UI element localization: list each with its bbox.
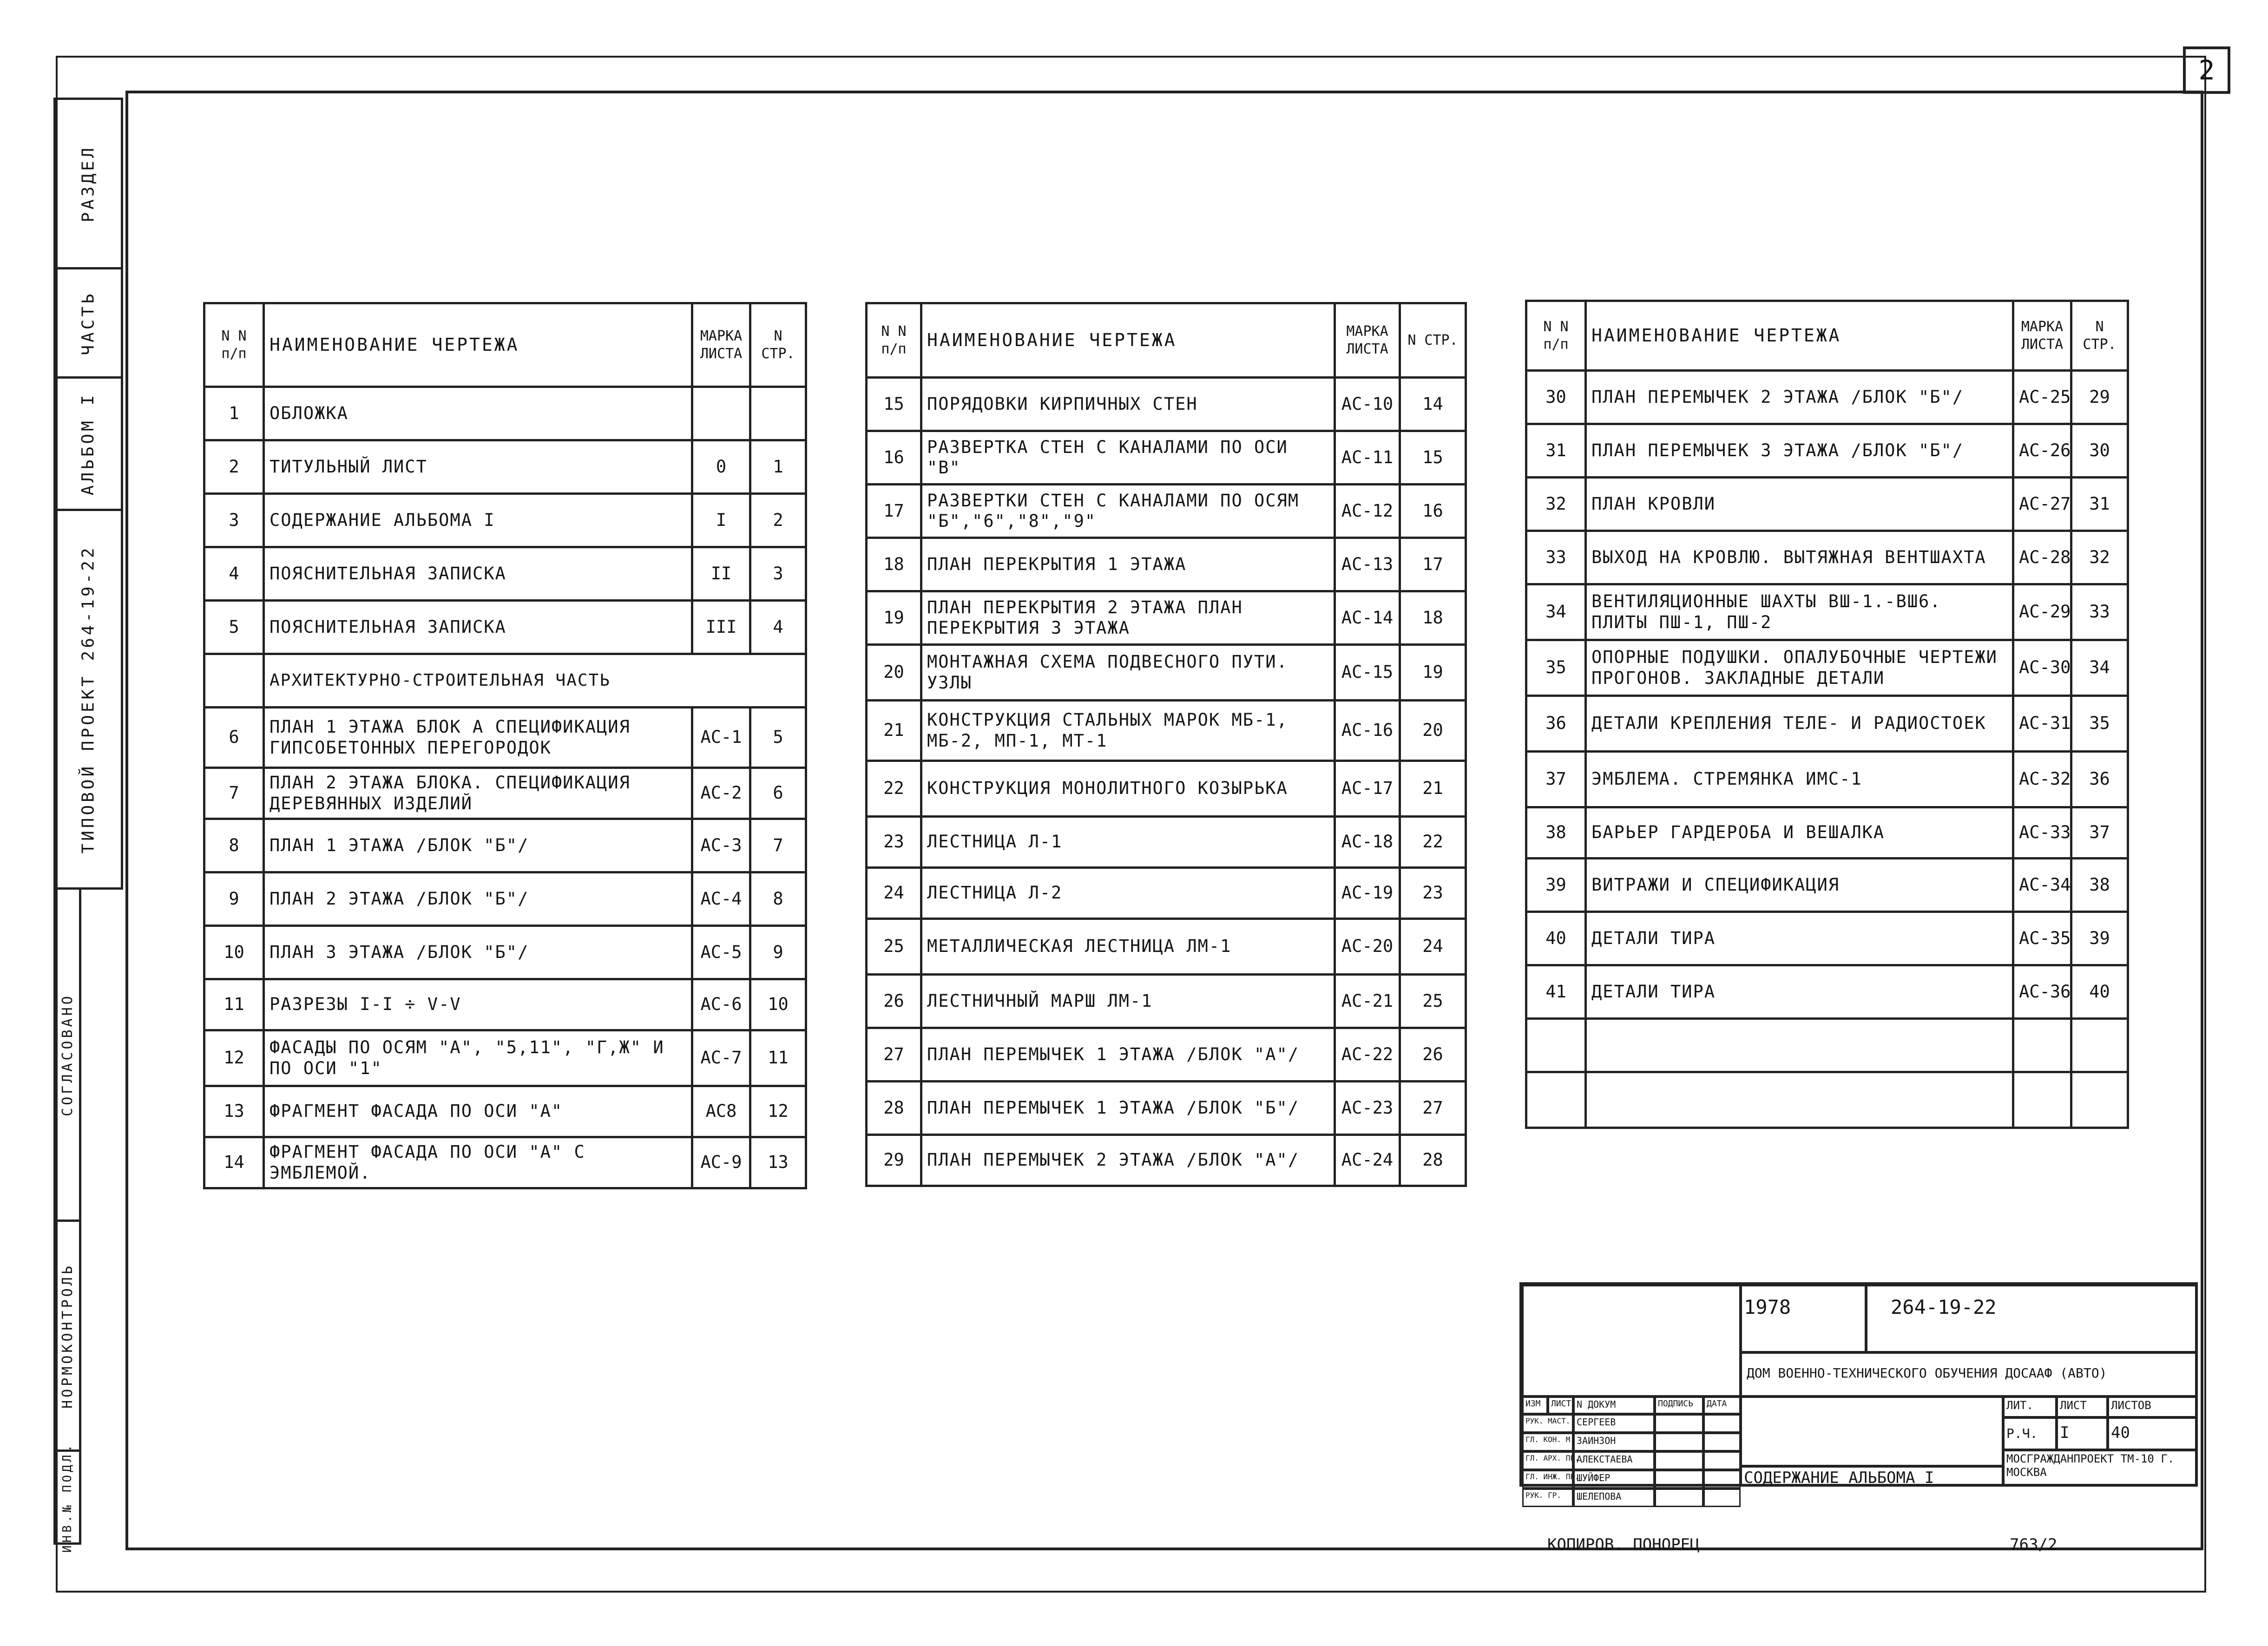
table-row [867, 919, 1466, 975]
row-number: 3 [204, 494, 264, 547]
tb-person: ШУЙФЕР [1573, 1470, 1655, 1489]
tb-col-header-doc: N ДОКУМ [1573, 1397, 1655, 1414]
page-number: 3 [750, 547, 806, 601]
table-row [1526, 424, 2128, 478]
page-number: 38 [2071, 859, 2128, 912]
page-number: 11 [750, 1030, 806, 1086]
page-number: 39 [2071, 912, 2128, 965]
col-num-header: N N п/п [867, 303, 921, 378]
sheet-mark: АС-17 [1335, 761, 1400, 817]
table-row [1526, 371, 2128, 424]
table-row [204, 654, 806, 708]
row-number: 1 [204, 387, 264, 440]
page-number: 15 [1400, 431, 1466, 485]
drawing-name: ЭМБЛЕМА. СТРЕМЯНКА ИМС-1 [1586, 752, 2013, 807]
drawing-name: РАЗВЕРТКА СТЕН С КАНАЛАМИ ПО ОСИ "В" [921, 431, 1335, 485]
drawing-name: ФАСАДЫ ПО ОСЯМ "А", "5,11", "Г,Ж" И ПО ОСИ "1" [264, 1030, 692, 1086]
side-label-razdel: РАЗДЕЛ [79, 144, 98, 223]
tb-col-header-date: ДАТА [1703, 1397, 1741, 1414]
col-num-header: N N п/п [204, 303, 264, 387]
sheet-mark: АС-14 [1335, 591, 1400, 645]
row-number: 26 [867, 975, 921, 1028]
col-name-header: НАИМЕНОВАНИЕ ЧЕРТЕЖА [1586, 301, 2013, 371]
row-number: 15 [867, 378, 921, 431]
sheet-mark: АС-20 [1335, 919, 1400, 975]
sheet-mark [2013, 1019, 2071, 1072]
table-row [1526, 1072, 2128, 1128]
sheet-mark: АС-32 [2013, 752, 2071, 807]
page-number: 31 [2071, 478, 2128, 531]
sheet-mark: АС-5 [692, 926, 750, 979]
table-row [204, 1137, 806, 1188]
sheet-mark: АС-11 [1335, 431, 1400, 485]
row-number: 14 [204, 1137, 264, 1188]
page-number: 2 [750, 494, 806, 547]
drawing-name: ОПОРНЫЕ ПОДУШКИ. ОПАЛУБОЧНЫЕ ЧЕРТЕЖИ ПРОГОНОВ. ЗАКЛАДНЫЕ ДЕТАЛИ [1586, 640, 2013, 696]
side-cell-inv [53, 1442, 81, 1553]
drawing-name: ЛЕСТНИЦА Л-1 [921, 817, 1335, 868]
section-title: АРХИТЕКТУРНО-СТРОИТЕЛЬНАЯ ЧАСТЬ [264, 654, 806, 708]
table-row [867, 761, 1466, 817]
side-label-chast: ЧАСТЬ [79, 290, 98, 355]
sheet-mark: I [692, 494, 750, 547]
table-row [1526, 859, 2128, 912]
table-row [204, 547, 806, 601]
drawing-name: ВИТРАЖИ И СПЕЦИФИКАЦИЯ [1586, 859, 2013, 912]
drawing-name: ПЛАН 1 ЭТАЖА /БЛОК "Б"/ [264, 819, 692, 872]
sheet-mark: III [692, 601, 750, 654]
sheet-mark: АС-10 [1335, 378, 1400, 431]
tb-role: ГЛ. ИНЖ. ПР. [1522, 1470, 1573, 1489]
row-number: 19 [867, 591, 921, 645]
drawing-name: ПОЯСНИТЕЛЬНАЯ ЗАПИСКА [264, 601, 692, 654]
drawing-name: СОДЕРЖАНИЕ АЛЬБОМА I [264, 494, 692, 547]
tb-role: РУК. МАСТ. [1522, 1414, 1573, 1433]
tb-date [1703, 1470, 1741, 1489]
sheet-mark: АС-30 [2013, 640, 2071, 696]
table-row [1526, 640, 2128, 696]
table-row [204, 440, 806, 494]
row-number: 18 [867, 538, 921, 591]
tb-project-code: 264-19-22 [1866, 1285, 2198, 1352]
table-row [1526, 584, 2128, 640]
sheet-mark: АС-27 [2013, 478, 2071, 531]
sheet-mark: II [692, 547, 750, 601]
page-number: 13 [750, 1137, 806, 1188]
drawing-name: КОНСТРУКЦИЯ МОНОЛИТНОГО КОЗЫРЬКА [921, 761, 1335, 817]
row-number: 28 [867, 1082, 921, 1135]
drawing-name: ДЕТАЛИ ТИРА [1586, 965, 2013, 1019]
col-mark-header: МАРКА ЛИСТА [1335, 303, 1400, 378]
row-number: 12 [204, 1030, 264, 1086]
table-row [867, 431, 1466, 485]
table-row [1526, 965, 2128, 1019]
sheet-mark: АС-1 [692, 708, 750, 768]
header-row [204, 303, 806, 387]
side-label-normokontrol: НОРМОКОНТРОЛЬ [59, 1263, 76, 1409]
tb-building: ДОМ ВОЕННО-ТЕХНИЧЕСКОГО ОБУЧЕНИЯ ДОСААФ (АВТО) [1741, 1352, 2198, 1397]
row-number: 39 [1526, 859, 1586, 912]
drawing-name: ПЛАН ПЕРЕМЫЧЕК 2 ЭТАЖА /БЛОК "Б"/ [1586, 371, 2013, 424]
page-number: 10 [750, 979, 806, 1030]
sheet-mark: АС-12 [1335, 485, 1400, 538]
row-number [1526, 1019, 1586, 1072]
col-page-header: N СТР. [1400, 303, 1466, 378]
drawing-name: ФРАГМЕНТ ФАСАДА ПО ОСИ "А" [264, 1086, 692, 1137]
page-number: 27 [1400, 1082, 1466, 1135]
row-number [204, 654, 264, 708]
table-row [204, 601, 806, 654]
tb-date [1703, 1489, 1741, 1507]
sheet-mark: АС-35 [2013, 912, 2071, 965]
sheet-mark: АС-21 [1335, 975, 1400, 1028]
page-number: 17 [1400, 538, 1466, 591]
tb-date [1703, 1414, 1741, 1433]
side-cell-normokontrol [53, 1220, 81, 1452]
tb-role: ГЛ. АРХ. ПР. [1522, 1451, 1573, 1470]
page-number: 22 [1400, 817, 1466, 868]
sheet-mark: АС-15 [1335, 645, 1400, 701]
row-number: 8 [204, 819, 264, 872]
drawing-name: ПЛАН КРОВЛИ [1586, 478, 2013, 531]
sheet-mark: АС-18 [1335, 817, 1400, 868]
table-row [867, 817, 1466, 868]
sheet-mark: АС-24 [1335, 1135, 1400, 1186]
row-number: 29 [867, 1135, 921, 1186]
drawing-name: ДЕТАЛИ КРЕПЛЕНИЯ ТЕЛЕ- И РАДИОСТОЕК [1586, 696, 2013, 752]
drawing-name: МЕТАЛЛИЧЕСКАЯ ЛЕСТНИЦА ЛМ-1 [921, 919, 1335, 975]
tb-stage-label: ЛИТ. [2003, 1397, 2057, 1417]
page-number: 25 [1400, 975, 1466, 1028]
page-number: 21 [1400, 761, 1466, 817]
col-page-header: N СТР. [2071, 301, 2128, 371]
drawing-name: БАРЬЕР ГАРДЕРОБА И ВЕШАЛКА [1586, 807, 2013, 859]
page-number: 36 [2071, 752, 2128, 807]
drawing-name: ПЛАН 3 ЭТАЖА /БЛОК "Б"/ [264, 926, 692, 979]
drawing-name: ПЛАН 2 ЭТАЖА БЛОКА. СПЕЦИФИКАЦИЯ ДЕРЕВЯННЫХ ИЗДЕЛИЙ [264, 768, 692, 819]
side-cell-project [53, 509, 123, 890]
page-number: 8 [750, 872, 806, 926]
sheet-mark: АС-23 [1335, 1082, 1400, 1135]
table-row [204, 979, 806, 1030]
drawing-name: ПЛАН ПЕРЕМЫЧЕК 1 ЭТАЖА /БЛОК "А"/ [921, 1028, 1335, 1082]
copied-by: КОПИРОВ. ПОНОРЕЦ [1547, 1535, 1700, 1554]
sheet-mark: АС-34 [2013, 859, 2071, 912]
side-cell-razdel [53, 98, 123, 269]
tb-year: 1978 [1741, 1285, 1866, 1352]
page-number: 18 [1400, 591, 1466, 645]
row-number: 4 [204, 547, 264, 601]
side-cell-soglasovano [53, 887, 81, 1222]
tb-col-header-sign: ПОДПИСЬ [1655, 1397, 1703, 1414]
col-name-header: НАИМЕНОВАНИЕ ЧЕРТЕЖА [264, 303, 692, 387]
table-row [204, 494, 806, 547]
page-number: 5 [750, 708, 806, 768]
side-label-soglasovano: СОГЛАСОВАНО [59, 993, 76, 1116]
col-mark-header: МАРКА ЛИСТА [692, 303, 750, 387]
table-row [204, 1030, 806, 1086]
page-number: 20 [1400, 701, 1466, 761]
table-row [867, 1135, 1466, 1186]
page-number: 9 [750, 926, 806, 979]
row-number: 38 [1526, 807, 1586, 859]
page-number: 29 [2071, 371, 2128, 424]
sheet-mark: АС-28 [2013, 531, 2071, 584]
contents-table-2 [865, 302, 1467, 1187]
drawing-name: ПЛАН ПЕРЕМЫЧЕК 3 ЭТАЖА /БЛОК "Б"/ [1586, 424, 2013, 478]
row-number: 31 [1526, 424, 1586, 478]
table-row [867, 1082, 1466, 1135]
col-mark-header: МАРКА ЛИСТА [2013, 301, 2071, 371]
row-number: 23 [867, 817, 921, 868]
drawing-name: ЛЕСТНИЧНЫЙ МАРШ ЛМ-1 [921, 975, 1335, 1028]
row-number: 41 [1526, 965, 1586, 1019]
tb-blank-grid [1522, 1285, 1741, 1397]
sheet-mark: АС-19 [1335, 868, 1400, 919]
table-row [867, 1028, 1466, 1082]
title-block [1519, 1282, 2198, 1502]
tb-signature [1655, 1489, 1703, 1507]
tb-stage: Р.Ч. [2003, 1417, 2057, 1450]
table-row [867, 645, 1466, 701]
drawing-name [1586, 1019, 2013, 1072]
drawing-name: МОНТАЖНАЯ СХЕМА ПОДВЕСНОГО ПУТИ. УЗЛЫ [921, 645, 1335, 701]
drawing-name: ПЛАН ПЕРЕМЫЧЕК 1 ЭТАЖА /БЛОК "Б"/ [921, 1082, 1335, 1135]
drawing-name: ПЛАН 1 ЭТАЖА БЛОК А СПЕЦИФИКАЦИЯ ГИПСОБЕТОННЫХ ПЕРЕГОРОДОК [264, 708, 692, 768]
drawing-name: РАЗВЕРТКИ СТЕН С КАНАЛАМИ ПО ОСЯМ "Б","6","8","9" [921, 485, 1335, 538]
row-number: 34 [1526, 584, 1586, 640]
page-number [2071, 1072, 2128, 1128]
header-row [867, 303, 1466, 378]
tb-col-header-izm: ИЗМ [1522, 1397, 1548, 1414]
sheet-mark: АС-3 [692, 819, 750, 872]
table-row [1526, 478, 2128, 531]
contents-table-1 [203, 302, 807, 1189]
row-number: 22 [867, 761, 921, 817]
table-row [1526, 912, 2128, 965]
drawing-name: ВЕНТИЛЯЦИОННЫЕ ШАХТЫ ВШ-1.-ВШ6. ПЛИТЫ ПШ-1, ПШ-2 [1586, 584, 2013, 640]
drawing-name: ПОЯСНИТЕЛЬНАЯ ЗАПИСКА [264, 547, 692, 601]
page-number: 7 [750, 819, 806, 872]
tb-col-header-list: ЛИСТ [1548, 1397, 1573, 1414]
tb-person: АЛЕКСТАЕВА [1573, 1451, 1655, 1470]
page-number: 23 [1400, 868, 1466, 919]
table-row [867, 378, 1466, 431]
contents-table-3 [1525, 300, 2129, 1129]
page-number [750, 387, 806, 440]
tb-date [1703, 1451, 1741, 1470]
row-number: 17 [867, 485, 921, 538]
drawing-name: РАЗРЕЗЫ I-I ÷ V-V [264, 979, 692, 1030]
page-number: 30 [2071, 424, 2128, 478]
page-number: 35 [2071, 696, 2128, 752]
table-row [1526, 807, 2128, 859]
tb-signature [1655, 1414, 1703, 1433]
sheet-mark: АС-36 [2013, 965, 2071, 1019]
drawing-name: ДЕТАЛИ ТИРА [1586, 912, 2013, 965]
tb-person: СЕРГЕЕВ [1573, 1414, 1655, 1433]
row-number: 11 [204, 979, 264, 1030]
tb-drawing-title: СОДЕРЖАНИЕ АЛЬБОМА I [1741, 1466, 2003, 1487]
row-number: 10 [204, 926, 264, 979]
tb-person: ШЕЛЕПОВА [1573, 1489, 1655, 1507]
tb-sheets-label: ЛИСТОВ [2108, 1397, 2198, 1417]
row-number: 2 [204, 440, 264, 494]
tb-sheet: I [2057, 1417, 2108, 1450]
table-row [204, 926, 806, 979]
tb-role: РУК. ГР. [1522, 1489, 1573, 1507]
drawing-name: ВЫХОД НА КРОВЛЮ. ВЫТЯЖНАЯ ВЕНТШАХТА [1586, 531, 2013, 584]
tb-person: ЗАИНЗОН [1573, 1433, 1655, 1451]
table-row [867, 701, 1466, 761]
drawing-name: ТИТУЛЬНЫЙ ЛИСТ [264, 440, 692, 494]
sheet-mark: 0 [692, 440, 750, 494]
table-row [204, 708, 806, 768]
page-number: 33 [2071, 584, 2128, 640]
drawing-name: ПОРЯДОВКИ КИРПИЧНЫХ СТЕН [921, 378, 1335, 431]
page-number: 26 [1400, 1028, 1466, 1082]
table-row [1526, 752, 2128, 807]
drawing-name: ПЛАН ПЕРЕКРЫТИЯ 1 ЭТАЖА [921, 538, 1335, 591]
page-number [2071, 1019, 2128, 1072]
sheet-mark: АС-7 [692, 1030, 750, 1086]
row-number: 24 [867, 868, 921, 919]
page-number: 19 [1400, 645, 1466, 701]
sheet-mark: АС-16 [1335, 701, 1400, 761]
table-row [867, 591, 1466, 645]
tb-signature [1655, 1470, 1703, 1489]
tb-sheets: 40 [2108, 1417, 2198, 1450]
table-row [1526, 531, 2128, 584]
sheet-mark: АС-2 [692, 768, 750, 819]
row-number: 25 [867, 919, 921, 975]
table-row [204, 872, 806, 926]
sheet-mark: АС-33 [2013, 807, 2071, 859]
row-number: 35 [1526, 640, 1586, 696]
side-label-albom: АЛЬБОМ I [79, 392, 98, 495]
drawing-name: ЛЕСТНИЦА Л-2 [921, 868, 1335, 919]
row-number: 6 [204, 708, 264, 768]
side-cell-albom [53, 376, 123, 511]
drawing-name [1586, 1072, 2013, 1128]
drawing-name: ОБЛОЖКА [264, 387, 692, 440]
side-cell-chast [53, 267, 123, 379]
page-number: 34 [2071, 640, 2128, 696]
tb-blank [1741, 1397, 2003, 1466]
sheet-mark [692, 387, 750, 440]
page-number: 14 [1400, 378, 1466, 431]
row-number: 30 [1526, 371, 1586, 424]
row-number: 33 [1526, 531, 1586, 584]
sheet-mark: АС-29 [2013, 584, 2071, 640]
row-number: 16 [867, 431, 921, 485]
table-row [867, 868, 1466, 919]
table-row [1526, 696, 2128, 752]
tb-signature [1655, 1451, 1703, 1470]
drawing-name: ПЛАН ПЕРЕКРЫТИЯ 2 ЭТАЖА ПЛАН ПЕРЕКРЫТИЯ 3 ЭТАЖА [921, 591, 1335, 645]
tb-org: МОСГРАЖДАНПРОЕКТ ТМ-10 Г. МОСКВА [2003, 1450, 2198, 1487]
row-number: 20 [867, 645, 921, 701]
row-number: 13 [204, 1086, 264, 1137]
tb-signature [1655, 1433, 1703, 1451]
tb-date [1703, 1433, 1741, 1451]
drawing-name: ФРАГМЕНТ ФАСАДА ПО ОСИ "А" С ЭМБЛЕМОЙ. [264, 1137, 692, 1188]
page-number: 1 [750, 440, 806, 494]
table-row [867, 485, 1466, 538]
sheet-number: 2 [2183, 46, 2230, 94]
row-number: 5 [204, 601, 264, 654]
table-row [204, 387, 806, 440]
header-row [1526, 301, 2128, 371]
row-number: 21 [867, 701, 921, 761]
drawing-name: КОНСТРУКЦИЯ СТАЛЬНЫХ МАРОК МБ-1, МБ-2, МП-1, МТ-1 [921, 701, 1335, 761]
sheet-mark [2013, 1072, 2071, 1128]
page-number: 6 [750, 768, 806, 819]
page-number: 4 [750, 601, 806, 654]
sheet-mark: АС-4 [692, 872, 750, 926]
table-row [204, 768, 806, 819]
drawing-name: ПЛАН 2 ЭТАЖА /БЛОК "Б"/ [264, 872, 692, 926]
table-row [204, 1086, 806, 1137]
tb-role: ГЛ. КОН. М. [1522, 1433, 1573, 1451]
sheet-mark: АС-9 [692, 1137, 750, 1188]
drawing-name: ПЛАН ПЕРЕМЫЧЕК 2 ЭТАЖА /БЛОК "А"/ [921, 1135, 1335, 1186]
side-label-inv: ИНВ.№ ПОДЛ. [60, 1442, 74, 1553]
row-number [1526, 1072, 1586, 1128]
page-number: 32 [2071, 531, 2128, 584]
page-number: 12 [750, 1086, 806, 1137]
row-number: 37 [1526, 752, 1586, 807]
sheet-mark: АС8 [692, 1086, 750, 1137]
table-row [867, 538, 1466, 591]
page-number: 24 [1400, 919, 1466, 975]
order-number: 763/2 [2010, 1535, 2058, 1554]
row-number: 9 [204, 872, 264, 926]
sheet-mark: АС-6 [692, 979, 750, 1030]
table-row [1526, 1019, 2128, 1072]
side-label-project: ТИПОВОЙ ПРОЕКТ 264-19-22 [79, 544, 98, 854]
table-row [867, 975, 1466, 1028]
row-number: 36 [1526, 696, 1586, 752]
sheet-mark: АС-25 [2013, 371, 2071, 424]
row-number: 40 [1526, 912, 1586, 965]
row-number: 32 [1526, 478, 1586, 531]
row-number: 27 [867, 1028, 921, 1082]
page-number: 37 [2071, 807, 2128, 859]
sheet-mark: АС-22 [1335, 1028, 1400, 1082]
col-page-header: N СТР. [750, 303, 806, 387]
sheet-mark: АС-13 [1335, 538, 1400, 591]
col-num-header: N N п/п [1526, 301, 1586, 371]
table-row [204, 819, 806, 872]
row-number: 7 [204, 768, 264, 819]
sheet-mark: АС-31 [2013, 696, 2071, 752]
page-number: 28 [1400, 1135, 1466, 1186]
page-number: 40 [2071, 965, 2128, 1019]
tb-sheet-label: ЛИСТ [2057, 1397, 2108, 1417]
sheet-mark: АС-26 [2013, 424, 2071, 478]
col-name-header: НАИМЕНОВАНИЕ ЧЕРТЕЖА [921, 303, 1335, 378]
page-number: 16 [1400, 485, 1466, 538]
